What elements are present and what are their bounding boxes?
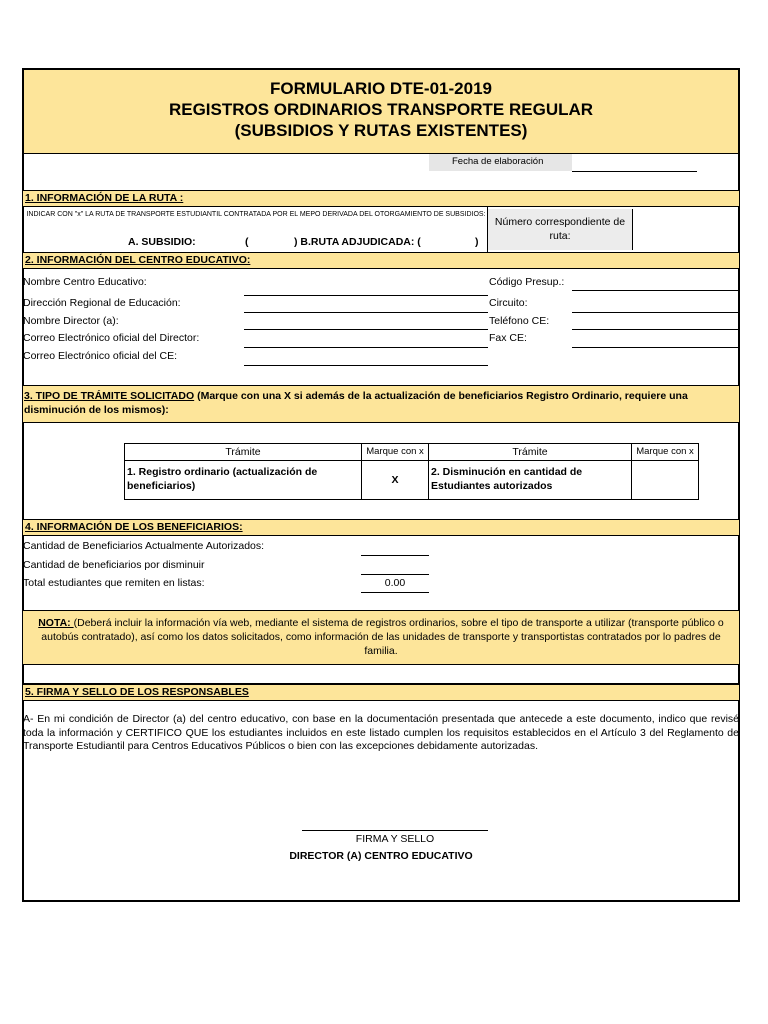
table-row1-mark[interactable]: X [361,460,429,500]
section2-title: 2. INFORMACIÓN DEL CENTRO EDUCATIVO: [25,254,251,266]
subsidio-open-paren: ( [245,236,249,248]
form-main-title: REGISTROS ORDINARIOS TRANSPORTE REGULAR [168,100,594,119]
total-estudiantes-value: 0.00 [384,577,406,589]
section4-title: 4. INFORMACIÓN DE LOS BENEFICIARIOS: [25,521,243,533]
nombre-centro-label: Nombre Centro Educativo: [23,276,147,288]
nombre-director-label: Nombre Director (a): [23,315,119,327]
tramite-table [124,443,699,500]
table-header-tramite: Trámite [124,443,362,461]
cantidad-autorizados-label: Cantidad de Beneficiarios Actualmente Autorizados: [23,540,265,552]
section1-instruction: INDICAR CON "x" LA RUTA DE TRANSPORTE ESTUDIANTIL CONTRATADA POR EL MEPO DERIVADA DEL OTORGAMIENTO DE SUBSIDIOS: [26,211,486,218]
circuito-field[interactable] [572,312,740,313]
telefono-field[interactable] [572,329,740,330]
cantidad-disminuir-label: Cantidad de beneficiarios por disminuir [23,559,205,571]
correo-director-label: Correo Electrónico oficial del Director: [23,332,200,344]
nombre-director-field[interactable] [244,312,488,313]
numero-ruta-field[interactable] [634,209,738,250]
total-estudiantes-underline [361,592,429,593]
codigo-presup-field[interactable] [572,290,740,291]
fax-field[interactable] [572,347,740,348]
firma-line[interactable] [302,830,488,831]
direccion-regional-field[interactable] [244,295,488,296]
section3-title [24,390,736,417]
firma-label: FIRMA Y SELLO [355,833,435,845]
form-subtitle: (SUBSIDIOS Y RUTAS EXISTENTES) [234,121,528,140]
director-label: DIRECTOR (A) CENTRO EDUCATIVO [289,850,473,862]
cantidad-autorizados-field[interactable] [361,555,429,556]
nota-body: (Deberá incluir la información vía web, mediante el sistema de registros ordinarios, sobre el tipo de transporte a utilizar (transporte público o autobús contratado), así como los datos solicitados, como información de las unidades de transporte y transportistas contratados por lo padres de familia. [41,617,724,657]
subsidio-mark-field[interactable] [252,234,292,248]
correo-ce-field-top[interactable] [244,347,488,348]
cantidad-disminuir-field[interactable] [361,574,429,575]
total-estudiantes-label: Total estudiantes que remiten en listas: [23,577,205,589]
direccion-regional-label: Dirección Regional de Educación: [23,297,181,309]
section1-title: 1. INFORMACIÓN DE LA RUTA : [25,192,184,204]
correo-ce-label: Correo Electrónico oficial del CE: [23,350,178,362]
section3-title-rest: (Marque con una X si además de la actualización de beneficiarios Registro Ordinario, requiere una disminución de los mismos): [24,390,688,416]
table-header-tramite-2: Trámite [428,443,632,461]
table-header-marque: Marque con x [361,443,429,461]
section3-title-underlined: 3. TIPO DE TRÁMITE SOLICITADO [24,390,195,402]
fecha-label: Fecha de elaboración [452,156,544,167]
fax-label: Fax CE: [489,332,527,344]
nota-label: NOTA: [38,617,74,629]
fecha-field[interactable] [572,171,697,172]
numero-ruta-label: Número correspondiente de ruta: [494,216,626,242]
table-row1-tramite: 1. Registro ordinario (actualización de beneficiarios) [124,460,362,500]
nota-text [26,616,736,658]
codigo-presup-label: Código Presup.: [489,276,565,288]
telefono-label: Teléfono CE: [489,315,550,327]
circuito-label: Circuito: [489,297,528,309]
ruta-mark-field[interactable] [432,234,472,248]
table-header-marque-2: Marque con x [631,443,699,461]
correo-ce-field[interactable] [244,365,488,366]
section5-title: 5. FIRMA Y SELLO DE LOS RESPONSABLES [25,686,249,698]
subsidio-label: A. SUBSIDIO: [128,236,196,248]
ruta-close-paren: ) [475,236,479,248]
certification-paragraph: A- En mi condición de Director (a) del centro educativo, con base en la documentación presentada que antecede a este documento, indico que revisé toda la información y CERTIFICO QUE los estudiantes incluidos en este listado cumplen los requisitos establecidos en el Artículo 3 del Reglamento de Transporte Estudiantil para Centros Educativos Públicos o bien con las excepciones debidamente autorizadas. [23,713,739,752]
table-row2-mark[interactable] [631,460,699,500]
correo-director-field[interactable] [244,329,488,330]
ruta-adjudicada-label: ) B.RUTA ADJUDICADA: ( [294,236,421,248]
table-row2-tramite: 2. Disminución en cantidad de Estudiantes autorizados [428,460,632,500]
form-code-title: FORMULARIO DTE-01-2019 [270,79,492,98]
